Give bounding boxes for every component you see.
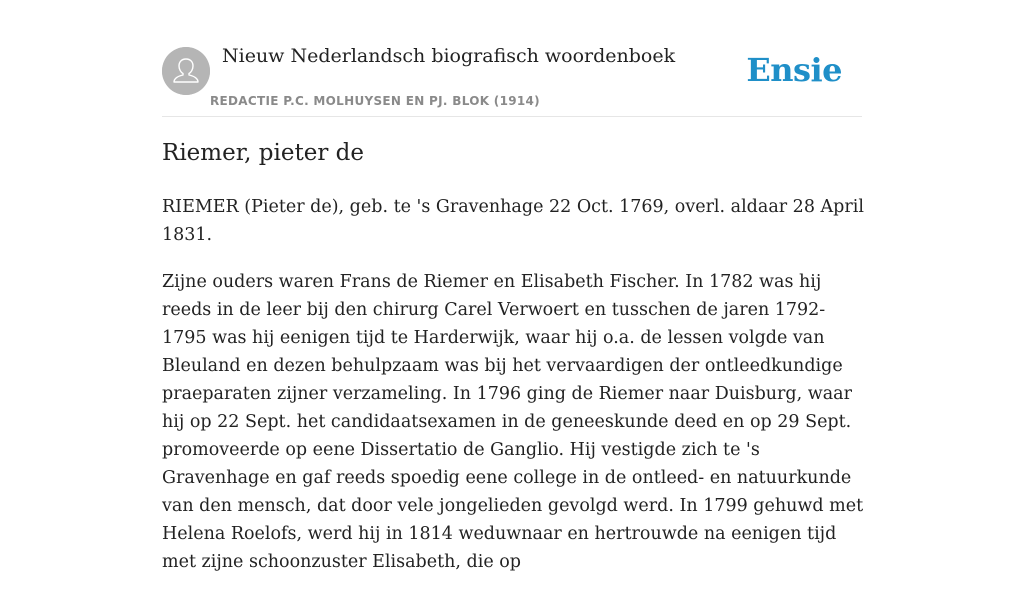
source-editors: REDACTIE P.C. MOLHUYSEN EN PJ. BLOK (1914) [210, 94, 540, 108]
article-body [162, 193, 864, 595]
article-headword: Riemer, pieter de [162, 140, 364, 166]
source-header [162, 40, 862, 117]
source-title[interactable]: Nieuw Nederlandsch biografisch woordenboek [222, 45, 676, 67]
article-paragraph: RIEMER (Pieter de), geb. te 's Gravenhage 22 Oct. 1769, overl. aldaar 28 April 1831. [162, 197, 864, 245]
brand-logo[interactable]: Ensie [746, 51, 842, 89]
article-paragraph: Zijne ouders waren Frans de Riemer en Elisabeth Fischer. In 1782 was hij reeds in de leer bij den chirurg Carel Verwoert en tusschen de jaren 1792-1795 was hij eenigen tijd te Harderwijk, waar hij o.a. de lessen volgde van Bleuland en dezen behulpzaam was bij het vervaardigen der ontleedkundige praeparaten zijner verzameling. In 1796 ging de Riemer naar Duisburg, waar hij op 22 Sept. het candidaatsexamen in de geneeskunde deed en op 29 Sept. promoveerde op eene Dissertatio de Ganglio. Hij vestigde zich te 's Gravenhage en gaf reeds spoedig eene college in de ontleed- en natuurkunde van den mensch, dat door vele jongelieden gevolgd werd. In 1799 gehuwd met Helena Roelofs, werd hij in 1814 weduwnaar en hertrouwde na eenigen tijd met zijne schoonzuster Elisabeth, die op [162, 272, 864, 572]
user-avatar-icon [162, 47, 210, 95]
